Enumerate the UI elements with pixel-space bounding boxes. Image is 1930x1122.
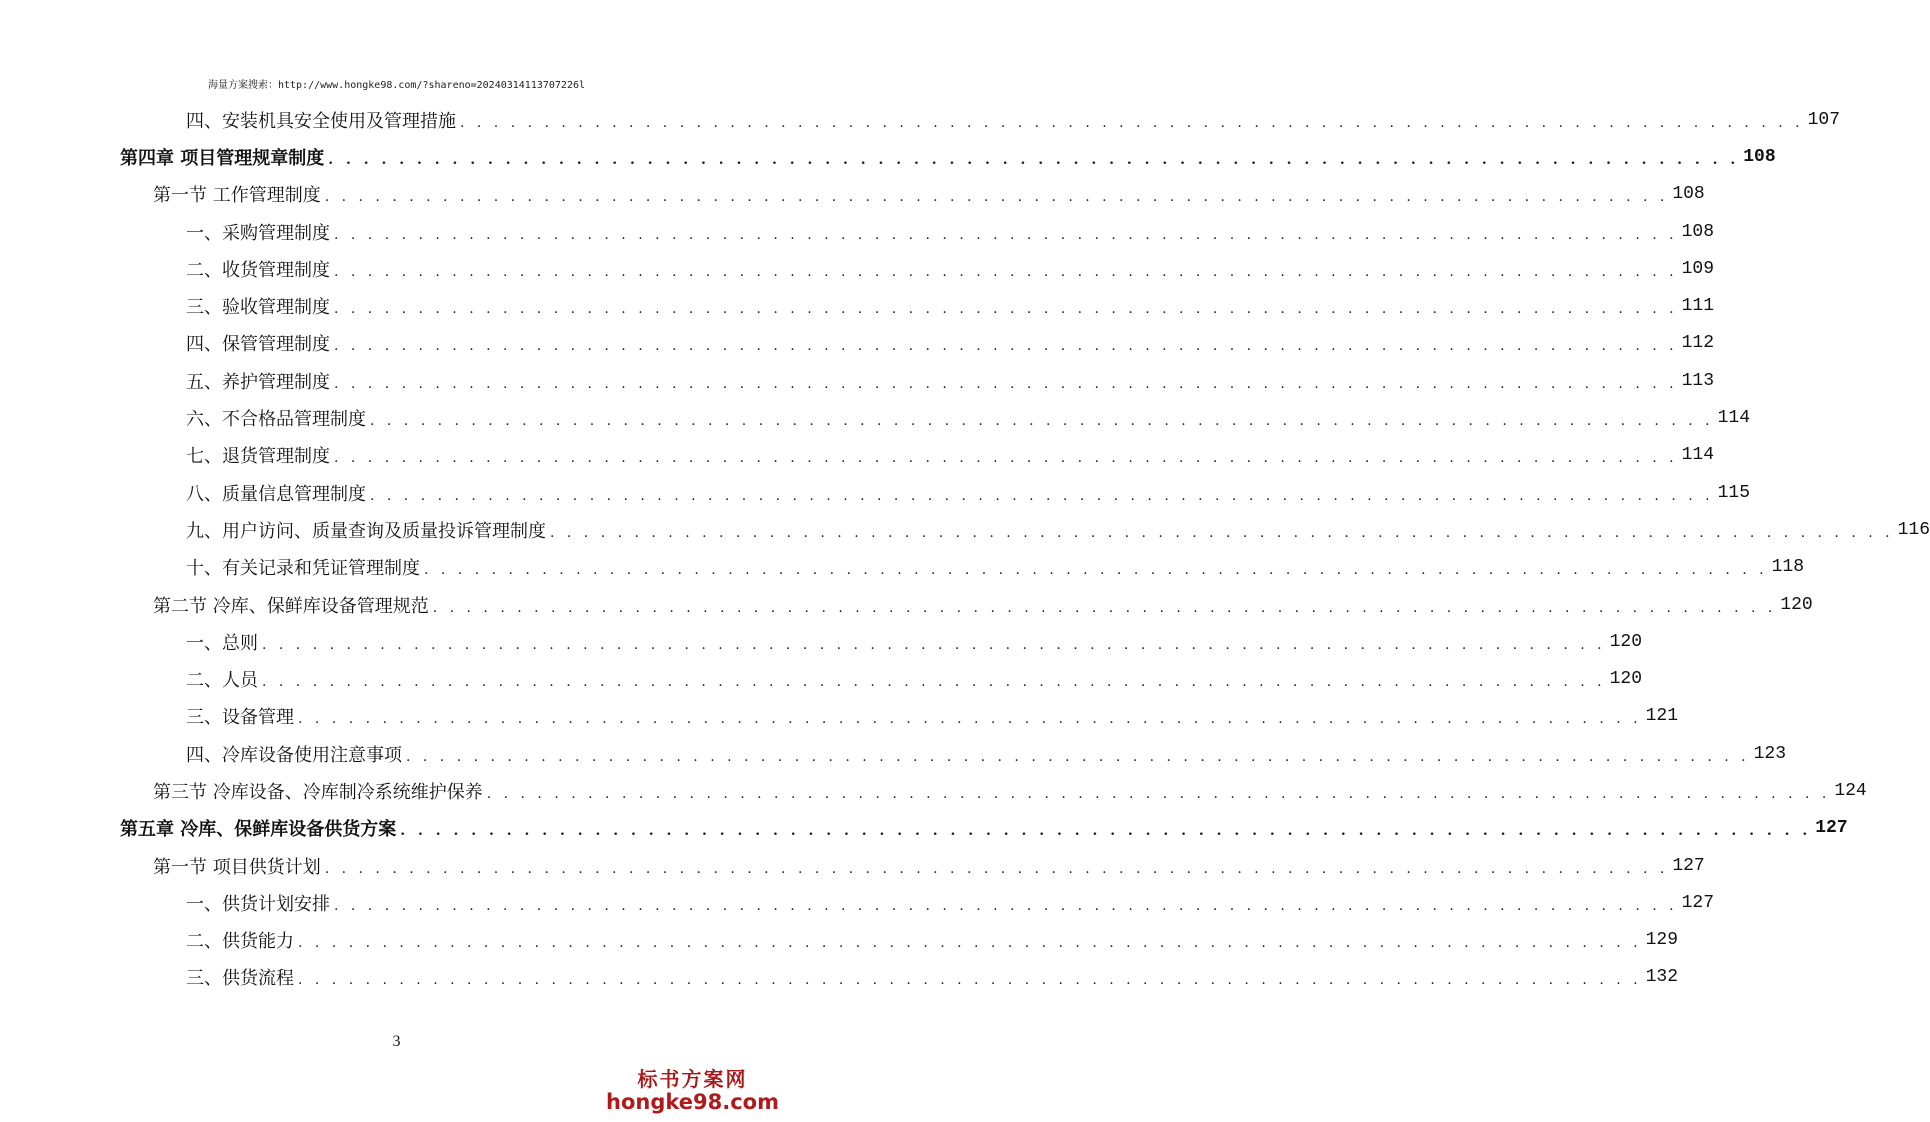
toc-entry-page: 127: [1815, 818, 1848, 839]
site-watermark-logo: [606, 1063, 779, 1114]
toc-entry-item: [0, 660, 1642, 697]
toc-entry-page: 127: [1681, 892, 1714, 913]
toc-entry-title: 第四章 项目管理规章制度: [120, 147, 325, 169]
toc-entry-item: [0, 959, 1678, 996]
toc-entry-page: 115: [1717, 482, 1750, 503]
header-source-url: 海量方案搜索：http://www.hongke98.com/?shareno=20240314113707226l: [207, 80, 586, 91]
toc-entry-item: [0, 623, 1642, 660]
toc-entry-title: 第一节 工作管理制度: [153, 185, 321, 207]
toc-entry-page: 108: [1681, 221, 1714, 242]
toc-entry-section: [0, 772, 1867, 809]
toc-entry-title: 第一节 项目供货计划: [153, 856, 321, 878]
watermark-domain: hongke98.com: [606, 1090, 779, 1114]
toc-entry-title: 第三节 冷库设备、冷库制冷系统维护保养: [153, 781, 483, 803]
toc-entry-title: 八、质量信息管理制度: [186, 483, 366, 505]
toc-entry-title: 十、有关记录和凭证管理制度: [186, 558, 420, 580]
toc-entry-page: 120: [1609, 631, 1642, 652]
toc-entry-title: 二、供货能力: [186, 931, 294, 953]
toc-entry-item: [0, 698, 1678, 735]
toc-entry-section: [0, 586, 1813, 623]
toc-entry-page: 123: [1753, 743, 1786, 764]
toc-entry-page: 114: [1717, 408, 1750, 429]
toc-entry-title: 二、人员: [186, 670, 258, 692]
toc-entry-item: [0, 325, 1714, 362]
toc-entry-title: 二、收货管理制度: [186, 259, 330, 281]
toc-dot-leader: . . . . . . . . . . . . . . . . . . . . . . . . . . . . . . . . . . . . . . . . . . . . . . . . . . . . . . . . . . . . . . . . . . . . . . . . . . . . . . . .: [424, 562, 1768, 579]
toc-entry-page: 109: [1681, 258, 1714, 279]
toc-entry-item: [0, 884, 1714, 921]
toc-dot-leader: . . . . . . . . . . . . . . . . . . . . . . . . . . . . . . . . . . . . . . . . . . . . . . . . . . . . . . . . . . . . . . . . . . . . . . . . . . . . . . . .: [334, 263, 1678, 280]
toc-dot-leader: . . . . . . . . . . . . . . . . . . . . . . . . . . . . . . . . . . . . . . . . . . . . . . . . . . . . . . . . . . . . . . . . . . . . . . . . . . . . . . . .: [298, 935, 1642, 952]
toc-entry-title: 四、冷库设备使用注意事项: [186, 744, 402, 766]
toc-entry-item: [0, 250, 1714, 287]
toc-entry-page: 114: [1681, 445, 1714, 466]
toc-entry-title: 一、采购管理制度: [186, 222, 330, 244]
toc-entry-item: [0, 437, 1714, 474]
toc-entry-item: [0, 101, 1840, 138]
toc-entry-page: 127: [1672, 855, 1705, 876]
toc-entry-page: 111: [1681, 296, 1714, 317]
toc-entry-section: [0, 847, 1705, 884]
toc-entry-item: [0, 549, 1804, 586]
toc-dot-leader: . . . . . . . . . . . . . . . . . . . . . . . . . . . . . . . . . . . . . . . . . . . . . . . . . . . . . . . . . . . . . . . . . . . . . . . . . . . . . . . .: [334, 375, 1678, 392]
toc-dot-leader: . . . . . . . . . . . . . . . . . . . . . . . . . . . . . . . . . . . . . . . . . . . . . . . . . . . . . . . . . . . . . . . . . . . . . . . . . . . . . . . .: [432, 599, 1777, 616]
toc-entry-page: 116: [1897, 519, 1930, 540]
toc-entry-page: 132: [1645, 967, 1678, 988]
toc-dot-leader: . . . . . . . . . . . . . . . . . . . . . . . . . . . . . . . . . . . . . . . . . . . . . . . . . . . . . . . . . . . . . . . . . . . . . . . . . . . . . . . .: [324, 860, 1669, 877]
toc-dot-leader: . . . . . . . . . . . . . . . . . . . . . . . . . . . . . . . . . . . . . . . . . . . . . . . . . . . . . . . . . . . . . . . . . . . . . . . . . . . . . . . .: [334, 338, 1678, 355]
toc-entry-page: 121: [1645, 706, 1678, 727]
toc-dot-leader: . . . . . . . . . . . . . . . . . . . . . . . . . . . . . . . . . . . . . . . . . . . . . . . . . . . . . . . . . . . . . . . . . . . . . . . . . . . . . . . .: [334, 897, 1678, 914]
toc-dot-leader: . . . . . . . . . . . . . . . . . . . . . . . . . . . . . . . . . . . . . . . . . . . . . . . . . . . . . . . . . . . . . . . . . . . . . . . . . . . . . . . .: [334, 226, 1678, 243]
toc-dot-leader: . . . . . . . . . . . . . . . . . . . . . . . . . . . . . . . . . . . . . . . . . . . . . . . . . . . . . . . . . . . . . . . . . . . . . . . . . . . . . . . .: [370, 413, 1714, 430]
page-number: 3: [392, 1033, 401, 1050]
toc-entry-item: [0, 287, 1714, 324]
toc-dot-leader: . . . . . . . . . . . . . . . . . . . . . . . . . . . . . . . . . . . . . . . . . . . . . . . . . . . . . . . . . . . . . . . . . . . . . . . . . . . . . . . .: [334, 450, 1678, 467]
toc-dot-leader: . . . . . . . . . . . . . . . . . . . . . . . . . . . . . . . . . . . . . . . . . . . . . . . . . . . . . . . . . . . . . . . . . . . . . . . . . . . . . . . .: [550, 524, 1894, 541]
toc-entry-title: 九、用户访问、质量查询及质量投诉管理制度: [186, 520, 546, 542]
toc-entry-title: 一、总则: [186, 632, 258, 654]
toc-entry-page: 129: [1645, 930, 1678, 951]
toc-entry-section: [0, 176, 1705, 213]
toc-entry-chapter: [0, 138, 1776, 175]
toc-entry-item: [0, 474, 1750, 511]
toc-entry-title: 六、不合格品管理制度: [186, 409, 366, 431]
toc-entry-page: 108: [1743, 146, 1776, 167]
toc-entry-page: 120: [1609, 669, 1642, 690]
toc-entry-title: 第五章 冷库、保鲜库设备供货方案: [120, 819, 397, 841]
toc-entry-title: 第二节 冷库、保鲜库设备管理规范: [153, 595, 429, 617]
toc-entry-item: [0, 213, 1714, 250]
toc-dot-leader: . . . . . . . . . . . . . . . . . . . . . . . . . . . . . . . . . . . . . . . . . . . . . . . . . . . . . . . . . . . . . . . . . . . . . . . . . . . . . . . .: [334, 301, 1678, 318]
toc-entry-page: 112: [1681, 333, 1714, 354]
toc-dot-leader: . . . . . . . . . . . . . . . . . . . . . . . . . . . . . . . . . . . . . . . . . . . . . . . . . . . . . . . . . . . . . . . . . . . . . . . . . . . . . . . .: [262, 636, 1606, 653]
toc-entry-page: 124: [1834, 780, 1867, 801]
toc-dot-leader: . . . . . . . . . . . . . . . . . . . . . . . . . . . . . . . . . . . . . . . . . . . . . . . . . . . . . . . . . . . . . . . . . . . . . . . . . . . . . . . .: [328, 151, 1740, 168]
toc-entry-title: 四、安装机具安全使用及管理措施: [186, 110, 456, 132]
toc-dot-leader: . . . . . . . . . . . . . . . . . . . . . . . . . . . . . . . . . . . . . . . . . . . . . . . . . . . . . . . . . . . . . . . . . . . . . . . . . . . . . . . .: [370, 487, 1714, 504]
toc-dot-leader: . . . . . . . . . . . . . . . . . . . . . . . . . . . . . . . . . . . . . . . . . . . . . . . . . . . . . . . . . . . . . . . . . . . . . . . . . . . . . . . .: [400, 823, 1812, 840]
toc-entry-item: [0, 399, 1750, 436]
toc-entry-title: 四、保管管理制度: [186, 334, 330, 356]
toc-dot-leader: . . . . . . . . . . . . . . . . . . . . . . . . . . . . . . . . . . . . . . . . . . . . . . . . . . . . . . . . . . . . . . . . . . . . . . . . . . . . . . . .: [324, 189, 1669, 206]
toc-entry-chapter: [0, 810, 1848, 847]
watermark-site-name: 标书方案网: [637, 1067, 748, 1091]
toc-entry-title: 五、养护管理制度: [186, 371, 330, 393]
toc-entry-page: 118: [1771, 557, 1804, 578]
toc-dot-leader: . . . . . . . . . . . . . . . . . . . . . . . . . . . . . . . . . . . . . . . . . . . . . . . . . . . . . . . . . . . . . . . . . . . . . . . . . . . . . . . .: [298, 972, 1642, 989]
toc-entry-item: [0, 922, 1678, 959]
toc-dot-leader: . . . . . . . . . . . . . . . . . . . . . . . . . . . . . . . . . . . . . . . . . . . . . . . . . . . . . . . . . . . . . . . . . . . . . . . . . . . . . . . .: [262, 674, 1606, 691]
toc-dot-leader: . . . . . . . . . . . . . . . . . . . . . . . . . . . . . . . . . . . . . . . . . . . . . . . . . . . . . . . . . . . . . . . . . . . . . . . . . . . . . . . .: [406, 748, 1750, 765]
toc-entry-item: [0, 735, 1786, 772]
toc-entry-item: [0, 511, 1930, 548]
toc-dot-leader: . . . . . . . . . . . . . . . . . . . . . . . . . . . . . . . . . . . . . . . . . . . . . . . . . . . . . . . . . . . . . . . . . . . . . . . . . . . . . . . .: [460, 114, 1804, 131]
toc-entry-page: 113: [1681, 370, 1714, 391]
toc-entry-title: 三、设备管理: [186, 707, 294, 729]
toc-dot-leader: . . . . . . . . . . . . . . . . . . . . . . . . . . . . . . . . . . . . . . . . . . . . . . . . . . . . . . . . . . . . . . . . . . . . . . . . . . . . . . . .: [298, 711, 1642, 728]
toc-entry-title: 三、验收管理制度: [186, 297, 330, 319]
toc-entry-page: 120: [1780, 594, 1813, 615]
toc-dot-leader: . . . . . . . . . . . . . . . . . . . . . . . . . . . . . . . . . . . . . . . . . . . . . . . . . . . . . . . . . . . . . . . . . . . . . . . . . . . . . . . .: [486, 785, 1831, 802]
table-of-contents: [0, 101, 1930, 996]
toc-entry-page: 107: [1807, 109, 1840, 130]
toc-entry-title: 三、供货流程: [186, 968, 294, 990]
toc-entry-page: 108: [1672, 184, 1705, 205]
toc-entry-title: 一、供货计划安排: [186, 893, 330, 915]
toc-entry-title: 七、退货管理制度: [186, 446, 330, 468]
toc-entry-item: [0, 362, 1714, 399]
